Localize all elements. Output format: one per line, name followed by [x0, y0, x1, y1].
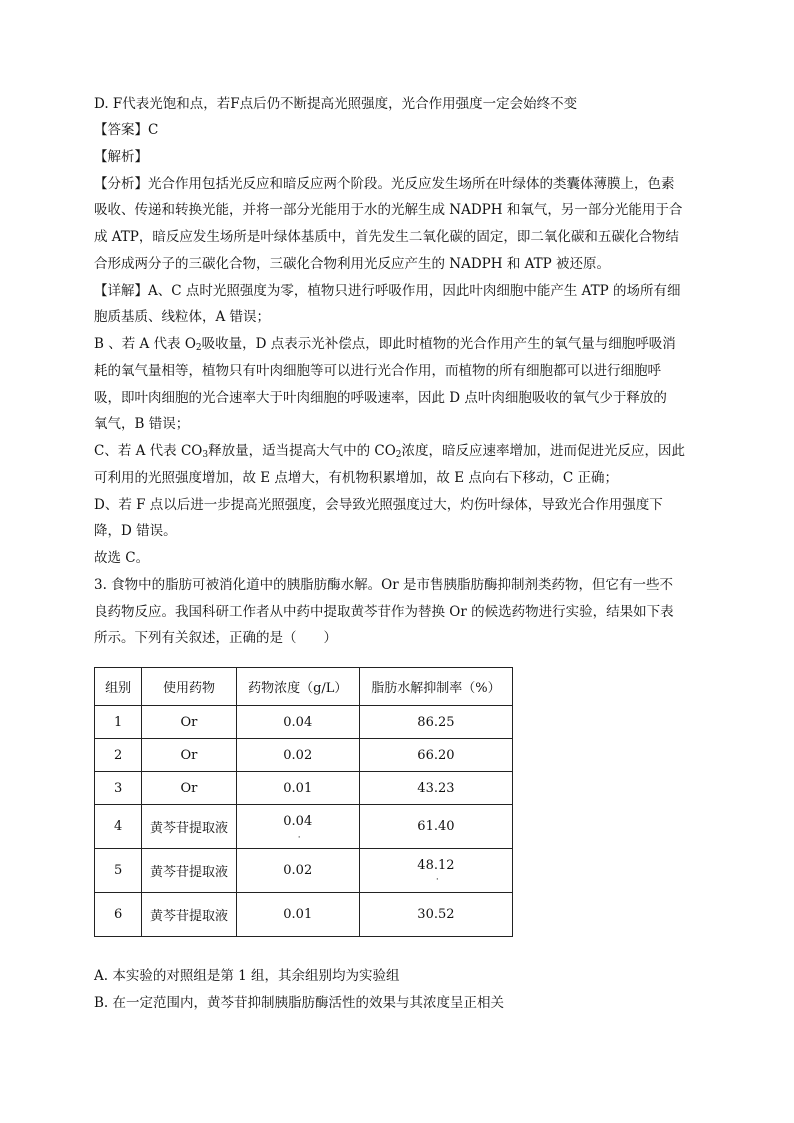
option-a: A. 本实验的对照组是第 1 组，其余组别均为实验组 [94, 968, 400, 984]
results-table [94, 667, 513, 937]
question-3-line-1: 3. 食物中的脂肪可被消化道中的胰脂肪酶水解。Or 是市售胰脂肪酶抑制剂类药物，但它有一些不 [94, 577, 673, 593]
d-line-2: 降，D 错误。 [94, 523, 177, 539]
analysis-tag: 【解析】 [94, 149, 148, 165]
table-row: 5 黄芩苷提取液 0.02 48.12 · [95, 849, 513, 893]
table-row: 3 Or 0.01 43.23 [95, 772, 513, 805]
fenxi-line-1: 【分析】光合作用包括光反应和暗反应两个阶段。光反应发生场所在叶绿体的类囊体薄膜上，色素 [94, 176, 675, 192]
fenxi-line-4: 合形成两分子的三碳化合物，三碳化合物利用光反应产生的 NADPH 和 ATP 被还原。 [94, 256, 611, 272]
b-line-1: B 、若 A 代表 $O_2$吸收量，D 点表示光补偿点，即此时植物的光合作用产生的氧气量与细胞呼吸消 [94, 336, 676, 353]
conclusion: 故选 C。 [94, 550, 150, 566]
question-3-line-3: 所示。下列有关叙述，正确的是（ ） [94, 630, 337, 646]
fenxi-line-2: 吸收、传递和转换光能，并将一部分光能用于水的光解生成 NADPH 和氧气，另一部分光能用于合 [94, 202, 683, 218]
table-row: 2 Or 0.02 66.20 [95, 739, 513, 772]
table-row: 6 黄芩苷提取液 0.01 30.52 [95, 893, 513, 937]
header-concentration: 药物浓度（g/L） [236, 668, 359, 706]
answer-tag: 【答案】 [94, 122, 148, 138]
header-drug: 使用药物 [142, 668, 236, 706]
fenxi-line-3: 成 ATP，暗反应发生场所是叶绿体基质中，首先发生二氧化碳的固定，即二氧化碳和五碳化合物结 [94, 229, 679, 245]
answer-line [94, 121, 158, 139]
b-line-2: 耗的氧气量相等，植物只有叶肉细胞等可以进行光合作用，而植物的所有细胞都可以进行细胞呼 [94, 363, 661, 379]
c-line-1: C、若 A 代表 $CO_3$释放量，适当提高大气中的 $CO_2$浓度，暗反应速率增加，进而促进光反应，因此 [94, 443, 686, 460]
xiangjie-line-2: 胞质基质、线粒体，A 错误； [94, 309, 271, 325]
b-line-3: 吸，即叶肉细胞的光合速率大于叶肉细胞的呼吸速率，因此 D 点叶肉细胞吸收的氧气少于释放的 [94, 390, 667, 406]
fenxi-tag: 【分析】 [94, 176, 148, 192]
xiangjie-tag: 【详解】 [94, 283, 148, 299]
question-3-line-2: 良药物反应。我国科研工作者从中药中提取黄芩苷作为替换 Or 的候选药物进行实验，结果如下表 [94, 604, 674, 620]
header-inhibition-rate: 脂肪水解抑制率（%） [359, 668, 512, 706]
stray-dot: · [435, 875, 439, 885]
c-line-2: 可利用的光照强度增加，故 E 点增大，有机物积累增加，故 E 点向右下移动，C 正确； [94, 470, 618, 486]
table-header-row [95, 668, 513, 706]
table-row: 1 Or 0.04 86.25 [95, 706, 513, 739]
xiangjie-line-1: 【详解】A、C 点时光照强度为零，植物只进行呼吸作用，因此叶肉细胞中能产生 ATP 的场所有细 [94, 283, 681, 299]
answer-value: C [148, 122, 159, 138]
stray-dot: · [297, 833, 301, 843]
option-b: B. 在一定范围内，黄芩苷抑制胰脂肪酶活性的效果与其浓度呈正相关 [94, 995, 505, 1011]
b-line-4: 氧气，B 错误； [94, 416, 190, 432]
header-group: 组别 [95, 668, 142, 706]
d-line-1: D、若 F 点以后进一步提高光照强度，会导致光照强度过大，灼伤叶绿体，导致光合作用强度下 [94, 497, 663, 513]
option-d: D. F代表光饱和点，若F点后仍不断提高光照强度，光合作用强度一定会始终不变 [94, 96, 578, 112]
table-row: 4 黄芩苷提取液 0.04 · 61.40 [95, 805, 513, 849]
